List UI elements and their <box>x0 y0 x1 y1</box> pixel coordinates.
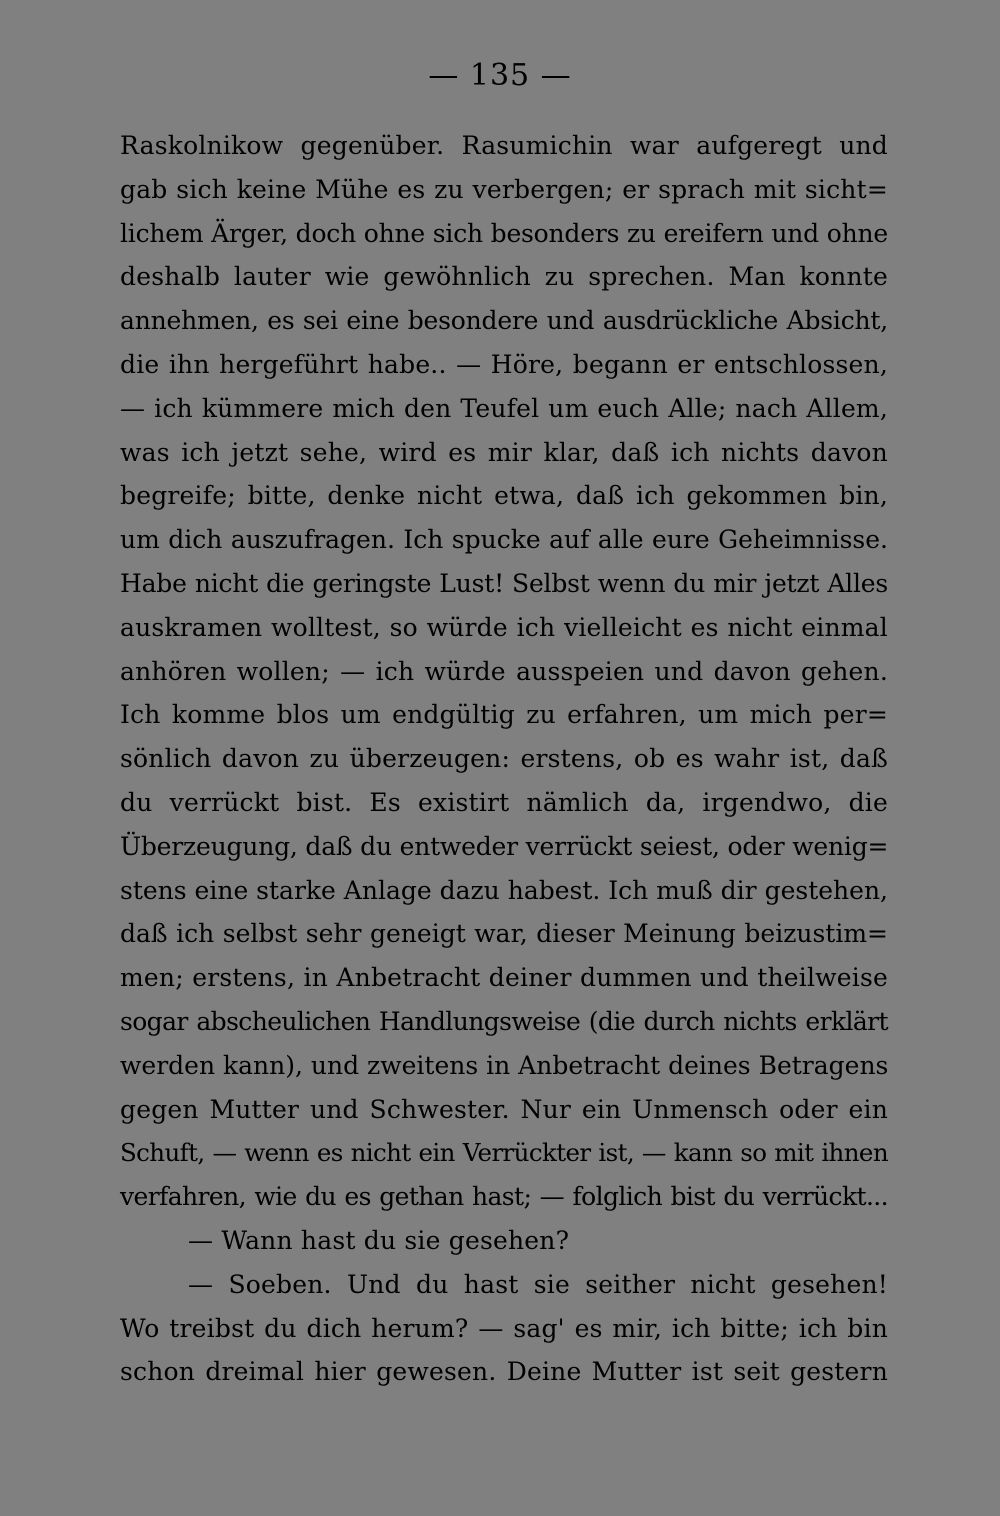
text-line: sönlich davon zu überzeugen: erstens, ob es wahr ist, daß <box>120 744 888 774</box>
text-line: — Soeben. Und du hast sie seither nicht gesehen! <box>188 1269 888 1299</box>
text-line: lichem Ärger, doch ohne sich besonders zu ereifern und ohne <box>120 218 888 248</box>
text-line: Wo treibst du dich herum? — sag' es mir, ich bitte; ich bin <box>120 1313 888 1343</box>
text-line: begreife; bitte, denke nicht etwa, daß ich gekommen bin, <box>120 481 888 511</box>
body-text <box>120 124 888 1394</box>
text-line: stens eine starke Anlage dazu habest. Ich muß dir gestehen, <box>120 875 888 905</box>
text-line: daß ich selbst sehr geneigt war, dieser Meinung beizustim= <box>120 919 888 949</box>
page-number: — 135 — <box>428 58 572 93</box>
text-line: gab sich keine Mühe es zu verbergen; er sprach mit sicht= <box>120 174 888 204</box>
text-line: annehmen, es sei eine besondere und ausdrückliche Absicht, <box>120 306 888 336</box>
text-line: schon dreimal hier gewesen. Deine Mutter ist seit gestern <box>120 1357 888 1387</box>
text-line: — ich kümmere mich den Teufel um euch Alle; nach Allem, <box>120 393 888 423</box>
text-line: gegen Mutter und Schwester. Nur ein Unmensch oder ein <box>120 1094 888 1124</box>
text-line: Ich komme blos um endgültig zu erfahren, um mich per= <box>120 700 888 730</box>
text-line: werden kann), und zweitens in Anbetracht deines Betragens <box>120 1050 889 1080</box>
text-line: um dich auszufragen. Ich spucke auf alle eure Geheimnisse. <box>120 525 888 555</box>
text-line: deshalb lauter wie gewöhnlich zu sprechen. Man konnte <box>120 262 888 292</box>
text-line: men; erstens, in Anbetracht deiner dummen und theilweise <box>120 963 888 993</box>
text-line: Raskolnikow gegenüber. Rasumichin war aufgeregt und <box>120 131 888 160</box>
text-line: was ich jetzt sehe, wird es mir klar, daß ich nichts davon <box>120 437 888 467</box>
text-line: — Wann hast du sie gesehen? <box>188 1225 570 1255</box>
text-line: verfahren, wie du es gethan hast; — folglich bist du verrückt... <box>120 1182 888 1212</box>
text-line: sogar abscheulichen Handlungsweise (die durch nichts erklärt <box>120 1006 888 1036</box>
text-line: Habe nicht die geringste Lust! Selbst wenn du mir jetzt Alles <box>120 568 888 598</box>
text-line: Schuft, — wenn es nicht ein Verrückter ist, — kann so mit ihnen <box>120 1138 888 1168</box>
text-line: auskramen wolltest, so würde ich vielleicht es nicht einmal <box>120 612 888 642</box>
text-line: die ihn hergeführt habe.. — Höre, begann er entschlossen, <box>120 349 888 379</box>
text-line: anhören wollen; — ich würde ausspeien und davon gehen. <box>120 656 888 686</box>
text-line: Überzeugung, daß du entweder verrückt seiest, oder wenig= <box>120 831 889 861</box>
text-line: du verrückt bist. Es existirt nämlich da, irgendwo, die <box>120 787 888 817</box>
